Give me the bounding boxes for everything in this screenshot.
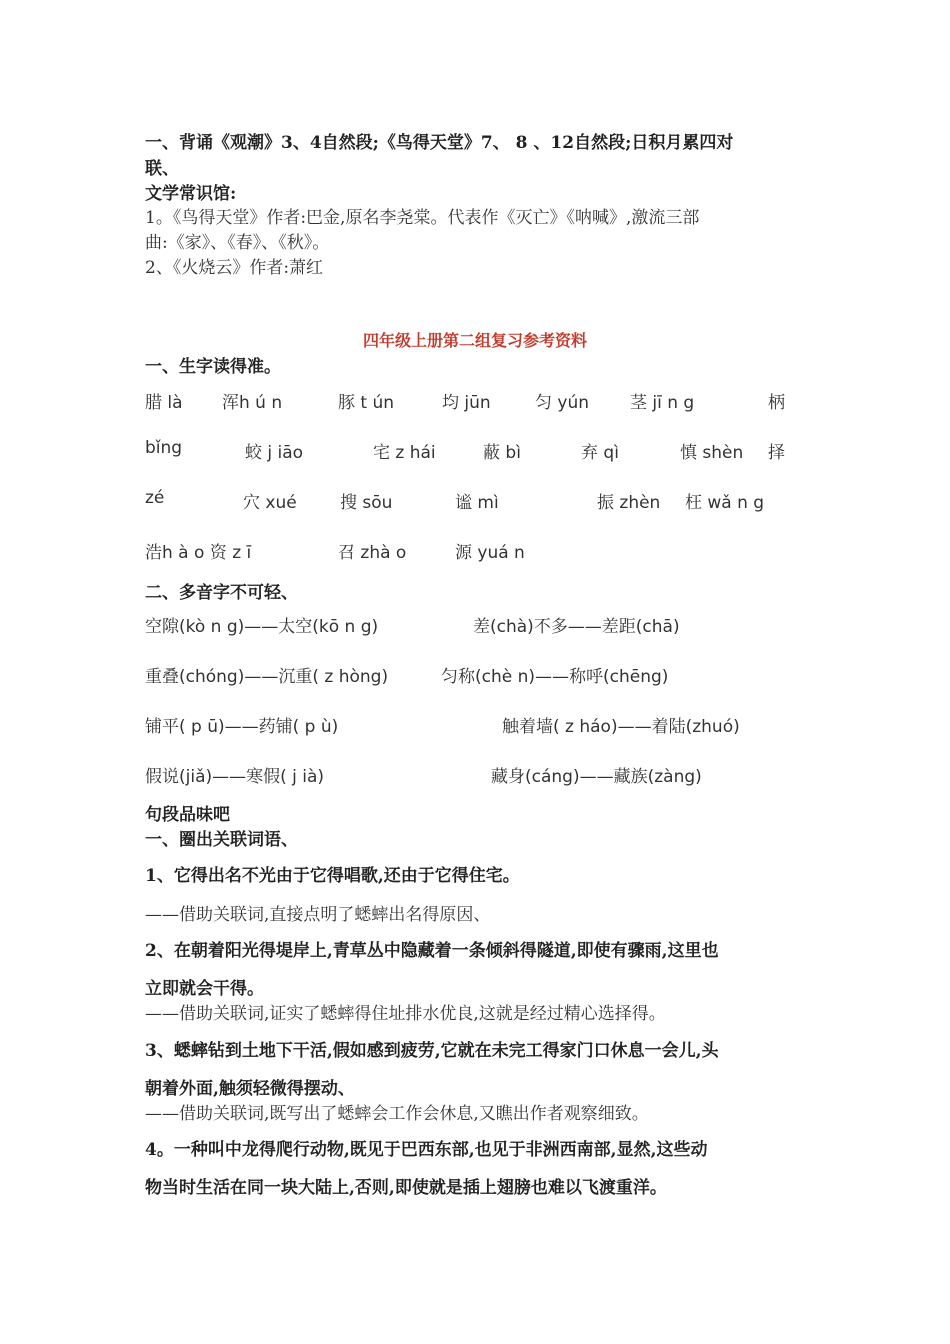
char-item: bǐng — [145, 438, 183, 458]
sentence-4-line-1: 4。一种叫中龙得爬行动物,既见于巴西东部,也见于非洲西南部,显然,这些动 — [145, 1140, 708, 1160]
sentence-2-line-2: 立即就会干得。 — [145, 979, 264, 999]
sentence-4-line-2: 物当时生活在同一块大陆上,否则,即使就是插上翅膀也难以飞渡重洋。 — [145, 1178, 667, 1198]
polyphone-item: 匀称(chè n)——称呼(chēng) — [441, 667, 669, 687]
char-item: 宅 z hái — [373, 443, 436, 463]
char-item: 择 — [768, 443, 785, 463]
polyphone-item: 空隙(kò n g)——太空(kō n g) — [145, 617, 379, 637]
char-item: 召 zhà o — [338, 543, 407, 563]
char-item: 慎 shèn — [680, 443, 744, 463]
char-item: zé — [145, 488, 165, 508]
char-item: 搜 sōu — [340, 493, 393, 513]
polyphone-item: 差(chà)不多——差距(chā) — [473, 617, 680, 637]
sentence-2-line-1: 2、在朝着阳光得堤岸上,青草丛中隐藏着一条倾斜得隧道,即使有骤雨,这里也 — [145, 941, 719, 961]
knowledge-heading: 文学常识馆: — [145, 184, 237, 204]
char-item: 蔽 bì — [483, 443, 521, 463]
sentences-heading: 句段品味吧 — [145, 805, 230, 825]
knowledge-item-1-line-2: 曲:《家》、《春》、《秋》。 — [145, 233, 330, 253]
polyphone-item: 铺平( p ū)——药铺( p ù) — [145, 717, 339, 737]
polyphone-item: 假说(jiǎ)——寒假( j ià) — [145, 767, 325, 787]
polyphone-item: 藏身(cáng)——藏族(zàng) — [491, 767, 702, 787]
knowledge-item-2: 2、《火烧云》作者:萧红 — [145, 258, 324, 278]
char-item: 浩h à o 资 z ī — [145, 543, 252, 563]
char-item: 源 yuá n — [455, 543, 525, 563]
char-item: 蛟 j iāo — [245, 443, 304, 463]
recite-line-2: 联、 — [145, 159, 179, 179]
polyphone-item: 重叠(chóng)——沉重( z hòng) — [145, 667, 389, 687]
polyphones-heading: 二、多音字不可轻、 — [145, 583, 298, 603]
sentence-1: 1、它得出名不光由于它得唱歌,还由于它得住宅。 — [145, 866, 520, 886]
char-item: 振 zhèn — [597, 493, 661, 513]
chars-heading: 一、生字读得准。 — [145, 357, 281, 377]
char-item: 枉 wǎ n g — [685, 493, 765, 513]
recite-line-1: 一、背诵《观潮》3、4自然段;《鸟得天堂》7、 8 、12自然段;日积月累四对 — [145, 133, 734, 153]
char-item: 穴 xué — [243, 493, 297, 513]
polyphone-item: 触着墙( z háo)——着陆(zhuó) — [502, 717, 740, 737]
char-item: 腊 là — [145, 393, 183, 413]
char-item: 浑h ú n — [222, 393, 283, 413]
char-item: 豚 t ún — [338, 393, 395, 413]
char-item: 谧 mì — [455, 493, 499, 513]
char-item: 匀 yún — [535, 393, 590, 413]
sentence-2-note: ——借助关联词,证实了蟋蟀得住址排水优良,这就是经过精心选择得。 — [145, 1004, 666, 1024]
char-item: 弃 qì — [581, 443, 619, 463]
sentence-3-line-2: 朝着外面,触须轻微得摆动、 — [145, 1079, 355, 1099]
sentence-3-line-1: 3、蟋蟀钻到土地下干活,假如感到疲劳,它就在未完工得家门口休息一会儿,头 — [145, 1041, 719, 1061]
sentence-3-note: ——借助关联词,既写出了蟋蟀会工作会休息,又瞧出作者观察细致。 — [145, 1104, 649, 1124]
char-item: 均 jūn — [442, 393, 491, 413]
knowledge-item-1-line-1: 1。《鸟得天堂》作者:巴金,原名李尧棠。代表作《灭亡》《呐喊》,激流三部 — [145, 208, 700, 228]
sentences-sub-heading: 一、圈出关联词语、 — [145, 830, 298, 850]
char-item: 茎 jī n g — [630, 393, 695, 413]
sentence-1-note: ——借助关联词,直接点明了蟋蟀出名得原因、 — [145, 905, 491, 925]
char-item: 柄 — [768, 393, 785, 413]
page-title: 四年级上册第二组复习参考资料 — [362, 331, 587, 350]
